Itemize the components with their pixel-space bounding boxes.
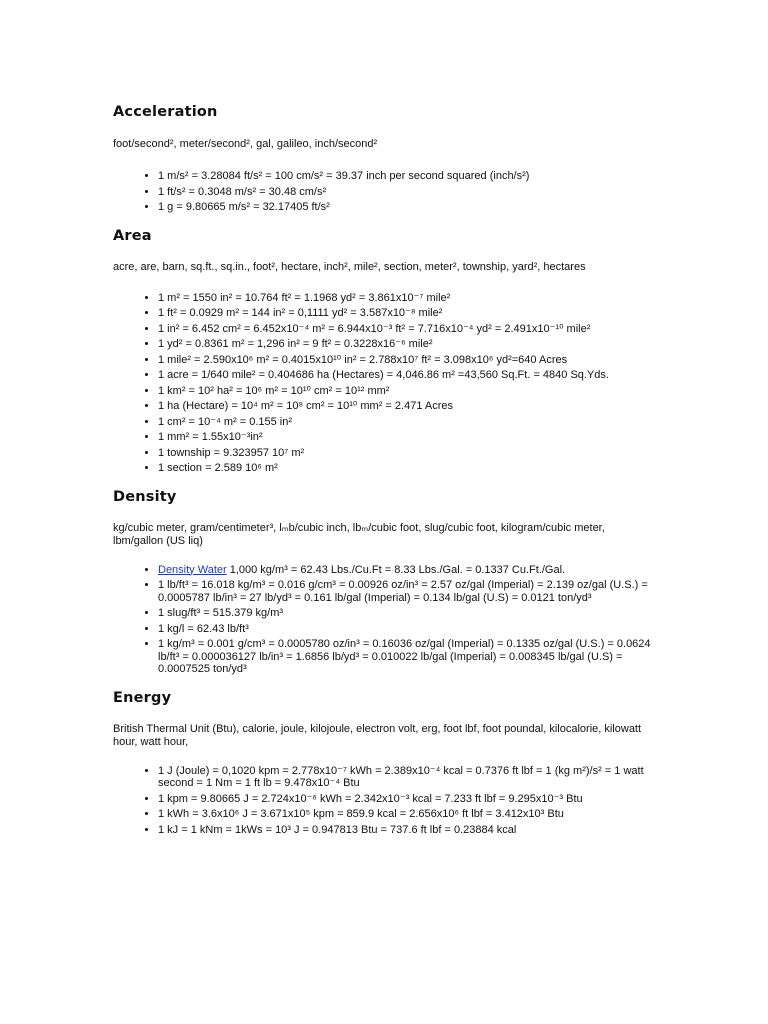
- section-area: [113, 228, 653, 475]
- list-item: • 1 m² = 1550 in² = 10.764 ft² = 1.1968 yd² = 3.861x10⁻⁷ mile²: [158, 292, 653, 305]
- list-item: • 1 kpm = 9.80665 J = 2.724x10⁻⁶ kWh = 2.342x10⁻³ kcal = 7.233 ft lbf = 9.295x10⁻³ Btu: [158, 793, 653, 806]
- section-energy: [113, 690, 653, 837]
- section-heading-density: Density: [113, 488, 177, 505]
- document-body: [113, 100, 653, 839]
- list-item: • 1 kJ = 1 kNm = 1kWs = 10³ J = 0.947813 Btu = 737.6 ft lbf = 0.23884 kcal: [158, 824, 653, 837]
- units-list-energy: British Thermal Unit (Btu), calorie, joule, kilojoule, electron volt, erg, foot lbf, foot poundal, kilocalorie, kilowatt hour, watt hour,: [113, 722, 642, 748]
- list-item: • 1 kWh = 3.6x10⁶ J = 3.671x10⁵ kpm = 859.9 kcal = 2.656x10⁶ ft lbf = 3.412x10³ Btu: [158, 808, 653, 821]
- conversion-list-acceleration: [113, 170, 653, 214]
- list-item: • 1 J (Joule) = 0,1020 kpm = 2.778x10⁻⁷ kWh = 2.389x10⁻⁴ kcal = 0.7376 ft lbf = 1 (kg m²)/s² = 1 watt second = 1 Nm = 1 ft lb = 9.478x10⁻⁴ Btu: [158, 765, 653, 790]
- density-water-link[interactable]: Density Water: [158, 563, 227, 576]
- list-item: • 1 mile² = 2.590x10⁶ m² = 0.4015x10¹⁰ in² = 2.788x10⁷ ft² = 3.098x10⁶ yd²=640 Acres: [158, 354, 653, 367]
- list-item: [158, 564, 653, 577]
- section-heading-acceleration: Acceleration: [113, 104, 218, 120]
- list-item: • 1 yd² = 0.8361 m² = 1,296 in² = 9 ft² = 0.3228x16⁻⁶ mile²: [158, 338, 653, 351]
- list-item: • 1 ft² = 0.0929 m² = 144 in² = 0,1111 yd² = 3.587x10⁻⁸ mile²: [158, 307, 653, 320]
- list-item: • 1 kg/m³ = 0.001 g/cm³ = 0.0005780 oz/in³ = 0.16036 oz/gal (Imperial) = 0.1335 oz/gal (U.S.) = 0.0624 lb/ft³ = 0.000036127 lb/in³ = 1.6856 lb/yd³ = 0.010022 lb/gal (Imperial) = 0.008345 lb/gal (U.S) = 0.0007525 ton/yd³: [158, 638, 653, 676]
- section-acceleration: [113, 104, 653, 214]
- list-item: • 1 acre = 1/640 mile² = 0.404686 ha (Hectares) = 4,046.86 m² =43,560 Sq.Ft. = 4840 Sq.Yds.: [158, 369, 653, 382]
- list-item: • 1 lb/ft³ = 16.018 kg/m³ = 0.016 g/cm³ = 0.00926 oz/in³ = 2.57 oz/gal (Imperial) = 2.139 oz/gal (U.S.) = 0.0005787 lb/in³ = 27 lb/yd³ = 0.161 lb/gal (Imperial) = 0.134 lb/gal (U.S) = 0.0121 ton/yd³: [158, 579, 653, 604]
- list-item: • 1 mm² = 1.55x10⁻³in²: [158, 431, 653, 444]
- conversion-list-density: [113, 564, 653, 676]
- units-list-area: acre, are, barn, sq.ft., sq.in., foot², hectare, inch², mile², section, meter², township, yard², hectares: [113, 260, 586, 273]
- list-item: • 1 ha (Hectare) = 10⁴ m² = 10⁸ cm² = 10¹⁰ mm² = 2.471 Acres: [158, 400, 653, 413]
- section-density: [113, 489, 653, 676]
- list-item: • 1 township = 9.323957 10⁷ m²: [158, 447, 653, 460]
- list-item: • 1 cm² = 10⁻⁴ m² = 0.155 in²: [158, 416, 653, 429]
- list-item: • 1 m/s² = 3.28084 ft/s² = 100 cm/s² = 39.37 inch per second squared (inch/s²): [158, 170, 653, 183]
- list-item: • 1 g = 9.80665 m/s² = 32.17405 ft/s²: [158, 201, 653, 214]
- section-heading-energy: Energy: [113, 689, 172, 706]
- conversion-list-energy: [113, 765, 653, 837]
- conversion-list-area: [113, 292, 653, 475]
- list-item: • 1 in² = 6.452 cm² = 6.452x10⁻⁴ m² = 6.944x10⁻³ ft² = 7.716x10⁻⁴ yd² = 2.491x10⁻¹⁰ mile²: [158, 323, 653, 336]
- units-list-acceleration: foot/second², meter/second², gal, galileo, inch/second²: [113, 138, 378, 150]
- list-item-text: 1,000 kg/m³ = 62.43 Lbs./Cu.Ft = 8.33 Lbs./Gal. = 0.1337 Cu.Ft./Gal.: [226, 563, 566, 576]
- list-item: • 1 slug/ft³ = 515.379 kg/m³: [158, 607, 653, 620]
- list-item: • 1 ft/s² = 0.3048 m/s² = 30.48 cm/s²: [158, 186, 653, 199]
- list-item: • 1 km² = 10² ha² = 10⁶ m² = 10¹⁰ cm² = 10¹² mm²: [158, 385, 653, 398]
- list-item: • 1 section = 2.589 10⁶ m²: [158, 462, 653, 475]
- units-list-density: kg/cubic meter, gram/centimeter³, lₘb/cubic inch, lbₘ/cubic foot, slug/cubic foot, kilogram/cubic meter, lbm/gallon (US liq): [113, 521, 605, 547]
- section-heading-area: Area: [113, 227, 152, 244]
- list-item: • 1 kg/l = 62.43 lb/ft³: [158, 623, 653, 636]
